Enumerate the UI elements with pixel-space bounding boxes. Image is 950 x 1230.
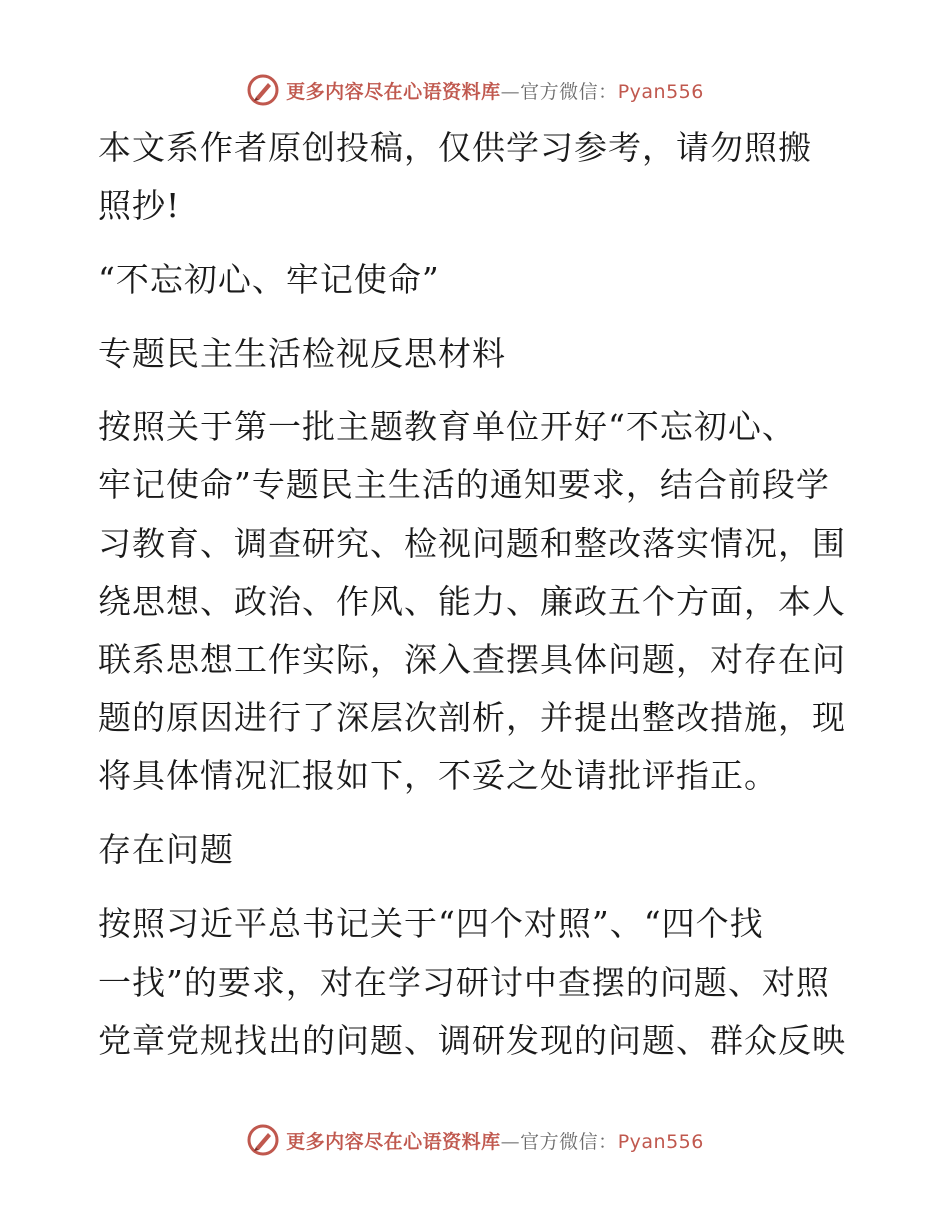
watermark-label: 官方微信：: [520, 80, 618, 103]
section-heading: 存在问题: [98, 830, 234, 869]
pen-logo-icon: [246, 1123, 280, 1157]
text-line: 按照关于第一批主题教育单位开好“不忘初心、: [98, 407, 796, 446]
text-line: 党章党规找出的问题、调研发现的问题、群众反映: [98, 1021, 846, 1060]
watermark-brand: 更多内容尽在心语资料库: [286, 1130, 501, 1153]
footer-watermark: [0, 1120, 950, 1160]
pen-logo-icon: [246, 73, 280, 107]
doc-subtitle-line: 专题民主生活检视反思材料: [98, 334, 506, 373]
text-line: 一找”的要求，对在学习研讨中查摆的问题、对照: [98, 963, 830, 1002]
text-line: 绕思想、政治、作风、能力、廉政五个方面，本人: [98, 582, 846, 621]
text-line: 将具体情况汇报如下，不妥之处请批评指正。: [98, 756, 778, 795]
watermark-wechat-id: Pyan556: [617, 80, 704, 103]
watermark-dash: —: [500, 1130, 521, 1153]
text-line: 习教育、调查研究、检视问题和整改落实情况，围: [98, 524, 846, 563]
text-line: 按照习近平总书记关于“四个对照”、“四个找: [98, 904, 764, 943]
watermark-wechat-id: Pyan556: [617, 1130, 704, 1153]
text-line: 题的原因进行了深层次剖析，并提出整改措施，现: [98, 698, 846, 737]
text-line: 联系思想工作实际，深入查摆具体问题，对存在问: [98, 640, 846, 679]
doc-title-line: “不忘初心、牢记使命”: [98, 260, 440, 299]
watermark-dash: —: [500, 80, 521, 103]
watermark-brand: 更多内容尽在心语资料库: [286, 80, 501, 103]
text-line: 牢记使命”专题民主生活的通知要求，结合前段学: [98, 465, 830, 504]
header-watermark: [0, 70, 950, 110]
text-line: 照抄!: [98, 186, 181, 225]
watermark-label: 官方微信：: [520, 1130, 618, 1153]
text-line: 本文系作者原创投稿，仅供学习参考，请勿照搬: [98, 128, 812, 167]
